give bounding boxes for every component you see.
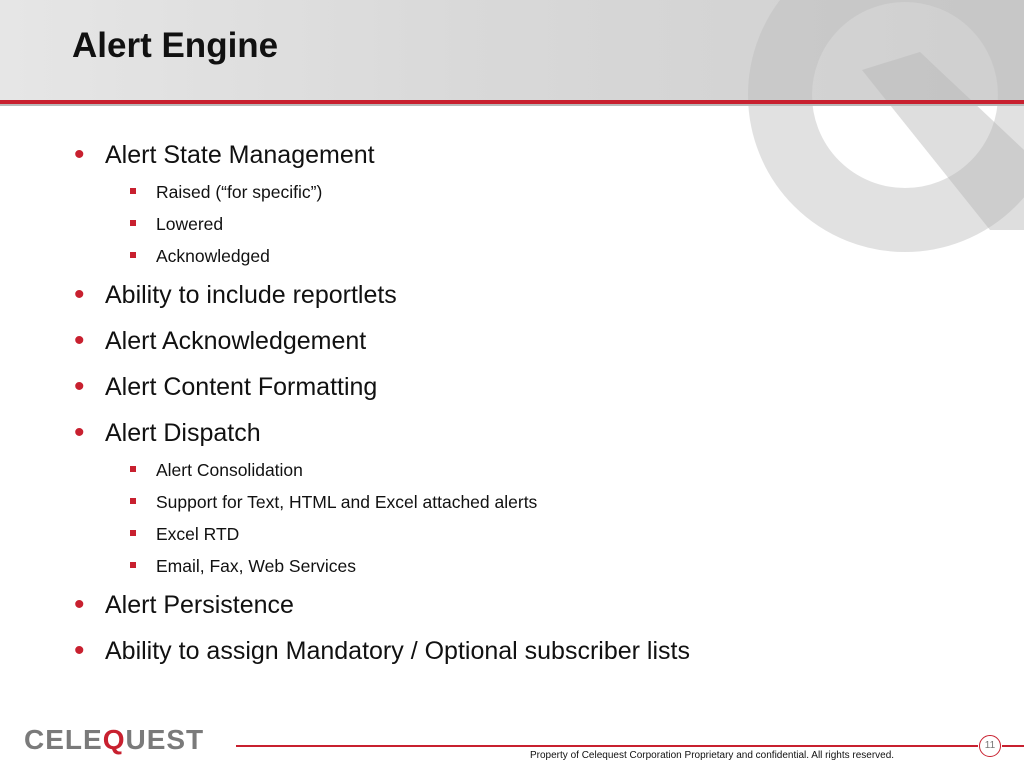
sub-bullet-item — [72, 460, 972, 480]
header-rule-shadow — [0, 104, 1024, 106]
sub-bullet-text: Excel RTD — [156, 524, 240, 544]
red-dot-bullet-icon: • — [74, 416, 85, 449]
footer-rule — [236, 745, 978, 747]
bullet-item — [72, 140, 972, 170]
red-dot-bullet-icon: • — [74, 324, 85, 357]
bullet-text: Alert Dispatch — [105, 419, 261, 447]
sub-bullet-text: Alert Consolidation — [156, 460, 303, 480]
bullet-text: Ability to include reportlets — [105, 281, 397, 309]
sub-bullet-text: Raised (“for specific”) — [156, 182, 323, 202]
bullet-text: Alert State Management — [105, 141, 375, 169]
red-dot-bullet-icon: • — [74, 370, 85, 403]
sub-bullet-text: Support for Text, HTML and Excel attached alerts — [156, 492, 538, 512]
bullet-text: Ability to assign Mandatory / Optional subscriber lists — [105, 637, 690, 665]
footer-rule-end — [1002, 745, 1024, 747]
sub-bullet-text: Email, Fax, Web Services — [156, 556, 357, 576]
sub-bullet-item — [72, 182, 972, 202]
sub-bullet-list — [72, 460, 972, 576]
bullet-list — [72, 140, 972, 682]
red-square-bullet-icon — [130, 188, 136, 194]
copyright-notice: Property of Celequest Corporation Proprietary and confidential. All rights reserved. — [530, 750, 895, 761]
page-number-badge: 11 — [979, 735, 1001, 757]
logo-text-left: CELE — [24, 724, 103, 755]
bullet-text: Alert Persistence — [105, 591, 294, 619]
bullet-item — [72, 326, 972, 356]
logo-text-right: UEST — [125, 724, 205, 755]
red-square-bullet-icon — [130, 562, 136, 568]
sub-bullet-item — [72, 214, 972, 234]
red-square-bullet-icon — [130, 530, 136, 536]
red-dot-bullet-icon: • — [74, 278, 85, 311]
bullet-item — [72, 280, 972, 310]
red-square-bullet-icon — [130, 252, 136, 258]
sub-bullet-item — [72, 492, 972, 512]
sub-bullet-item — [72, 524, 972, 544]
red-square-bullet-icon — [130, 466, 136, 472]
bullet-item — [72, 590, 972, 620]
bullet-item — [72, 636, 972, 666]
sub-bullet-item — [72, 246, 972, 266]
red-square-bullet-icon — [130, 220, 136, 226]
red-dot-bullet-icon: • — [74, 588, 85, 621]
red-square-bullet-icon — [130, 498, 136, 504]
logo-text-q: Q — [102, 724, 126, 755]
bullet-text: Alert Acknowledgement — [105, 327, 367, 355]
red-dot-bullet-icon: • — [74, 634, 85, 667]
bullet-text: Alert Content Formatting — [105, 373, 378, 401]
sub-bullet-text: Acknowledged — [156, 246, 270, 266]
bullet-item — [72, 372, 972, 402]
red-dot-bullet-icon: • — [74, 138, 85, 171]
sub-bullet-item — [72, 556, 972, 576]
sub-bullet-list — [72, 182, 972, 266]
slide-title: Alert Engine — [72, 26, 279, 65]
celequest-logo — [24, 724, 204, 756]
sub-bullet-text: Lowered — [156, 214, 224, 234]
bullet-item — [72, 418, 972, 448]
